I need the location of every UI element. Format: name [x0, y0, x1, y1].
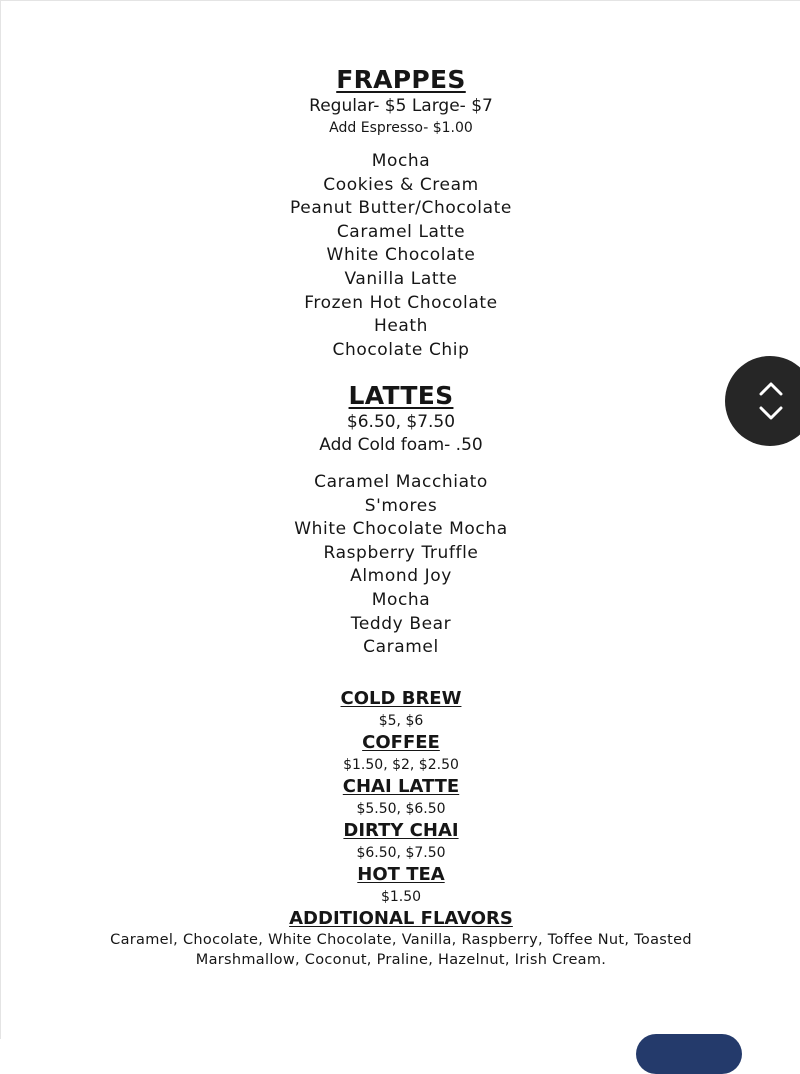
list-item: White Chocolate Mocha [294, 519, 508, 540]
spacer [1, 138, 800, 150]
hot-tea-prices: $1.50 [380, 889, 422, 905]
coffee-title: COFFEE [362, 732, 440, 753]
list-item: Almond Joy [350, 566, 452, 587]
list-item: S'mores [364, 495, 438, 516]
lattes-item-list [1, 471, 800, 660]
list-item: Caramel Macchiato [314, 472, 488, 492]
list-item: Raspberry Truffle [323, 542, 479, 563]
list-item: Caramel [363, 637, 439, 658]
frappes-item-list [1, 150, 800, 362]
frappes-prices: Regular- $5 Large- $7 [309, 96, 493, 116]
dirty-chai-title: DIRTY CHAI [343, 820, 459, 841]
list-item: Vanilla Latte [344, 268, 458, 289]
chevron-down-icon[interactable] [758, 404, 784, 422]
frappes-addon: Add Espresso- $1.00 [329, 120, 473, 136]
list-item: Mocha [371, 589, 431, 610]
floating-action-pill[interactable] [636, 1034, 742, 1074]
list-item: Heath [373, 316, 429, 337]
hot-tea-title: HOT TEA [357, 864, 445, 885]
lattes-prices: $6.50, $7.50 [346, 412, 456, 432]
cold-brew-title: COLD BREW [340, 688, 462, 709]
list-item: Caramel Latte [336, 221, 466, 242]
other-drinks-section [1, 688, 800, 970]
spacer [1, 457, 800, 471]
additional-flavors-title: ADDITIONAL FLAVORS [289, 908, 513, 929]
list-item: Mocha [371, 151, 431, 171]
chevron-up-icon[interactable] [758, 380, 784, 398]
lattes-section [1, 381, 800, 660]
lattes-title: LATTES [348, 381, 454, 410]
coffee-prices: $1.50, $2, $2.50 [343, 757, 459, 773]
chai-latte-title: CHAI LATTE [342, 776, 460, 797]
cold-brew-prices: $5, $6 [378, 713, 424, 729]
frappes-section [1, 65, 800, 362]
additional-flavors-list: Caramel, Chocolate, White Chocolate, Vanilla, Raspberry, Toffee Nut, Toasted Marshmallow, Coconut, Praline, Hazelnut, Irish Cream. [110, 932, 692, 968]
list-item: White Chocolate [326, 245, 476, 266]
dirty-chai-prices: $6.50, $7.50 [356, 845, 446, 861]
list-item: Chocolate Chip [332, 339, 470, 360]
list-item: Frozen Hot Chocolate [304, 292, 498, 313]
chai-latte-prices: $5.50, $6.50 [356, 801, 446, 817]
list-item: Teddy Bear [350, 613, 452, 634]
frappes-title: FRAPPES [336, 65, 466, 94]
lattes-addon: Add Cold foam- .50 [319, 435, 483, 455]
list-item: Peanut Butter/Chocolate [290, 198, 512, 219]
list-item: Cookies & Cream [323, 174, 479, 195]
